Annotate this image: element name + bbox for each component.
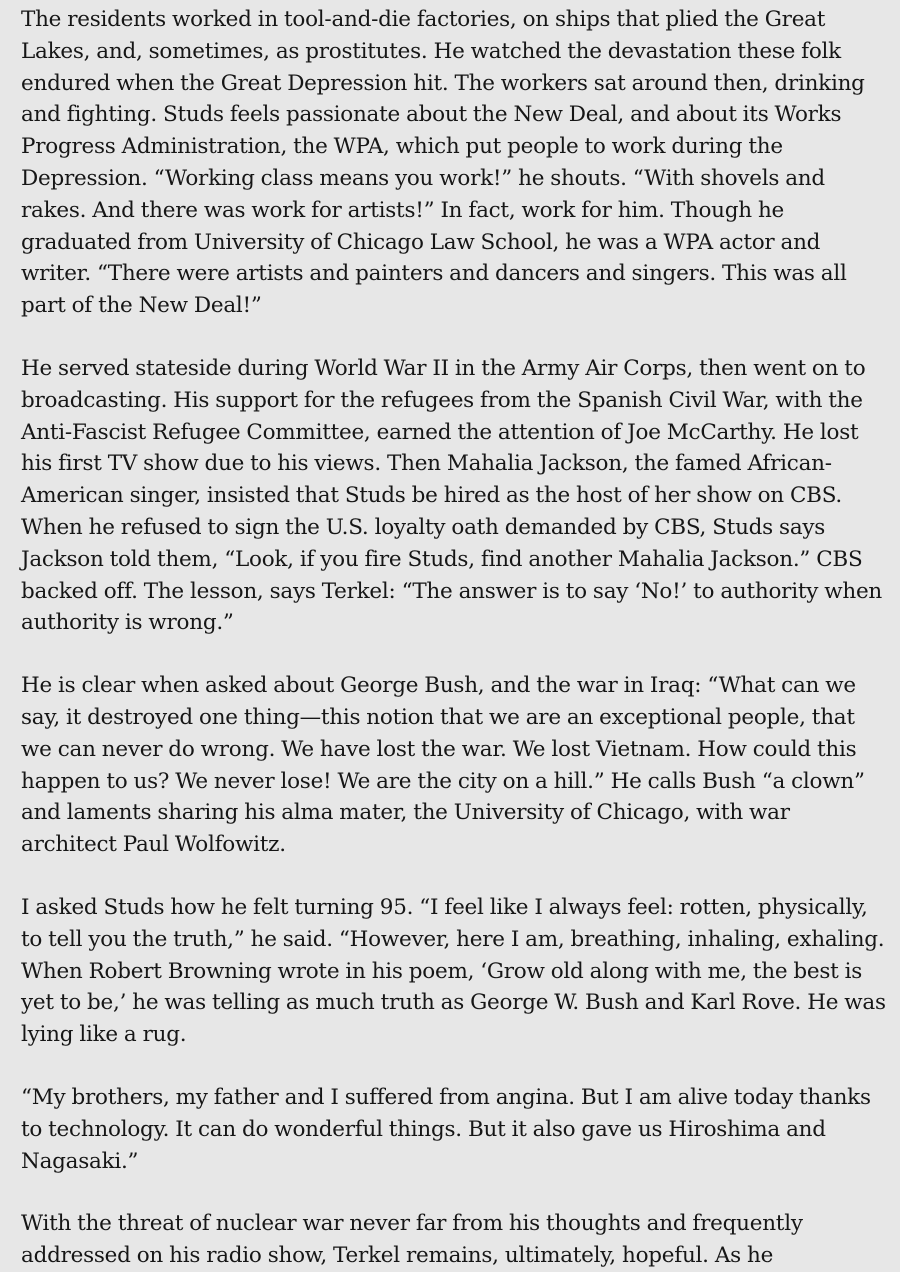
article-paragraph: He served stateside during World War II in the Army Air Corps, then went on to broadcasting. His support for the refugees from the Spanish Civil War, with the Anti-Fascist Refugee Committee, earned the attention of Joe McCarthy. He lost his first TV show due to his views. Then Mahalia Jackson, the famed African-American singer, insisted that Studs be hired as the host of her show on CBS. When he refused to sign the U.S. loyalty oath demanded by CBS, Studs says Jackson told them, “Look, if you fire Studs, find another Mahalia Jackson.” CBS backed off. The lesson, says Terkel: “The answer is to say ‘No!’ to authority when authority is wrong.”: [21, 355, 883, 636]
article-paragraph: He is clear when asked about George Bush, and the war in Iraq: “What can we say, it destroyed one thing—this notion that we are an exceptional people, that we can never do wrong. We have lost the war. We lost Vietnam. How could this happen to us? We never lose! We are the city on a hill.” He calls Bush “a clown” and laments sharing his alma mater, the University of Chicago, with war architect Paul Wolfowitz.: [21, 673, 865, 858]
article-paragraph: “My brothers, my father and I suffered from angina. But I am alive today thanks to technology. It can do wonderful things. But it also gave us Hiroshima and Nagasaki.”: [21, 1084, 871, 1174]
article-paragraph: With the threat of nuclear war never far from his thoughts and frequently addressed on his radio show, Terkel remains, ultimately, hopeful. As he: [21, 1211, 803, 1269]
article-paragraph: The residents worked in tool-and-die factories, on ships that plied the Great Lakes, and, sometimes, as prostitutes. He watched the devastation these folk endured when the Great Depression hit. The workers sat around then, drinking and fighting. Studs feels passionate about the New Deal, and about its Works Progress Administration, the WPA, which put people to work during the Depression. “Working class means you work!” he shouts. “With shovels and rakes. And there was work for artists!” In fact, work for him. Though he graduated from University of Chicago Law School, he was a WPA actor and writer. “There were artists and painters and dancers and singers. This was all part of the New Deal!”: [21, 7, 865, 319]
article-paragraph: I asked Studs how he felt turning 95. “I feel like I always feel: rotten, physically, to tell you the truth,” he said. “However, here I am, breathing, inhaling, exhaling. When Robert Browning wrote in his poem, ‘Grow old along with me, the best is yet to be,’ he was telling as much truth as George W. Bush and Karl Rove. He was lying like a rug.: [21, 894, 886, 1048]
